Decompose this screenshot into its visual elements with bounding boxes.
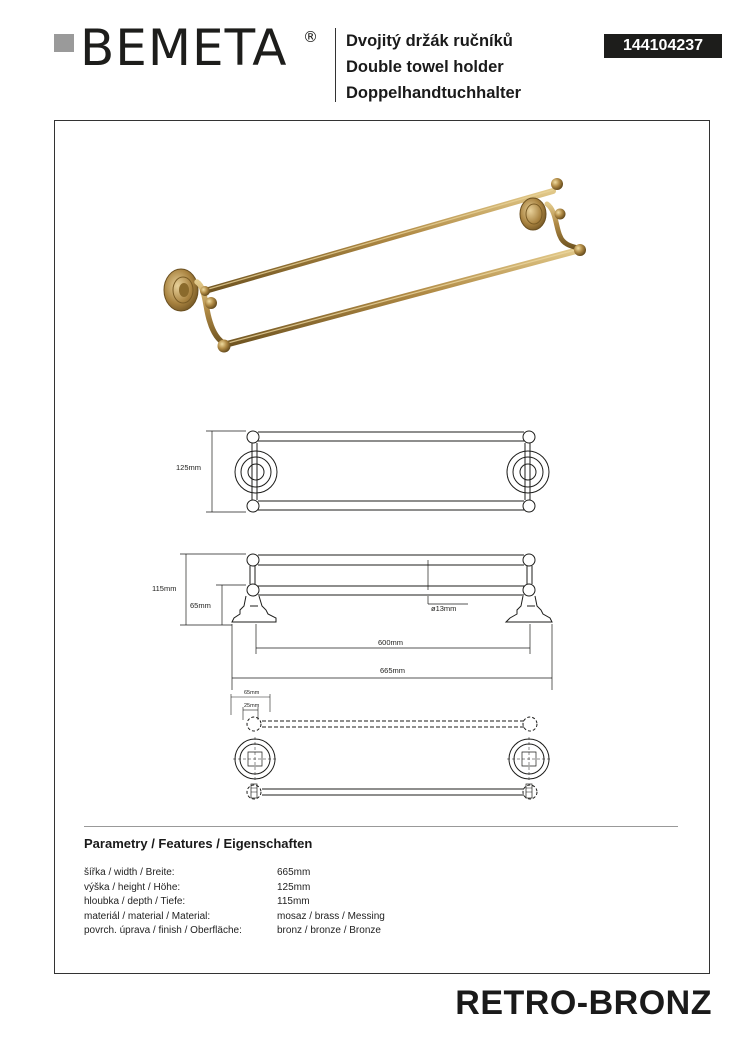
- mounting-view-drawing: [231, 694, 551, 799]
- feature-row-material: [84, 910, 385, 925]
- features-title: Parametry / Features / Eigenschaften: [84, 836, 313, 851]
- product-photo: [164, 178, 586, 353]
- feature-label: hloubka / depth / Tiefe:: [84, 896, 186, 907]
- feature-value: 125mm: [277, 881, 311, 893]
- feature-value: bronz / bronze / Bronze: [277, 925, 381, 936]
- feature-value: mosaz / brass / Messing: [277, 910, 385, 922]
- left-back-knob: [200, 286, 210, 296]
- feature-value: 665mm: [277, 867, 311, 878]
- feature-label: výška / height / Höhe:: [84, 881, 181, 893]
- feature-row-width: [84, 866, 385, 881]
- features-divider: [84, 826, 678, 827]
- title-cz: Dvojitý držák ručníků: [346, 32, 513, 50]
- feature-label: povrch. úprava / finish / Oberfläche:: [84, 925, 242, 936]
- front-rod: [224, 250, 579, 345]
- front-view-drawing: [206, 431, 549, 512]
- side-view-drawing: [180, 554, 552, 690]
- dim-offset-label: 65mm: [190, 601, 211, 610]
- feature-row-depth: [84, 895, 385, 910]
- dim-diameter-label: ø13mm: [431, 604, 457, 613]
- left-front-knob: [218, 340, 231, 353]
- series-name: RETRO-BRONZ: [455, 984, 712, 1022]
- feature-row-height: [84, 881, 385, 896]
- features-list: [84, 866, 385, 939]
- dim-mount-outer-label: 65mm: [244, 690, 260, 696]
- dim-mount-inner-label: 25mm: [244, 703, 260, 709]
- dim-width-label: 665mm: [380, 666, 406, 675]
- product-code-badge: 144104237: [604, 34, 722, 58]
- right-back-knob: [551, 178, 563, 190]
- brand-logo: BEMETA: [80, 19, 288, 77]
- dim-height-label: 125mm: [176, 463, 202, 472]
- feature-row-finish: [84, 924, 385, 939]
- right-front-knob: [574, 244, 586, 256]
- feature-value: 115mm: [277, 896, 310, 907]
- title-en: Double towel holder: [346, 58, 504, 76]
- registered-mark: ®: [303, 28, 318, 46]
- feature-label: šířka / width / Breite:: [84, 867, 175, 878]
- back-rod: [205, 191, 553, 291]
- dim-rod-length-label: 600mm: [378, 638, 404, 647]
- dim-depth-label: 115mm: [152, 584, 177, 593]
- title-de: Doppelhandtuchhalter: [346, 84, 522, 102]
- feature-label: materiál / material / Material:: [84, 910, 211, 922]
